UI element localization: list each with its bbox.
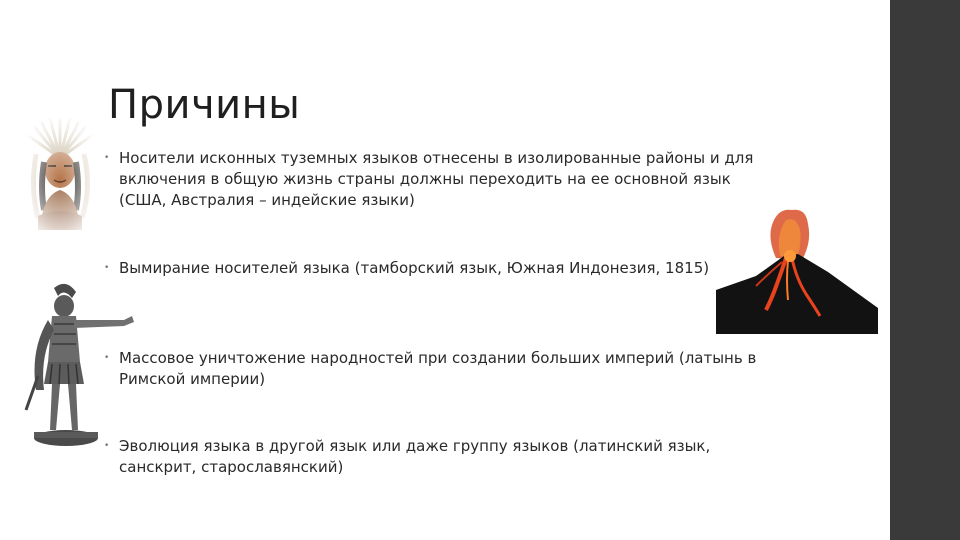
bullet-item (104, 348, 764, 390)
bullet-item (104, 258, 754, 279)
bullet-text: Носители исконных туземных языков отнесены в изолированные районы и для включения в общую жизнь страны должны переходить на ее основной язык (США, Австралия – индейские языки) (119, 149, 754, 209)
bullet-item (104, 148, 764, 211)
bullet-text: Эволюция языка в другой язык или даже группу языков (латинский язык, санскрит, старославянский) (119, 437, 711, 476)
bullet-dot: • (104, 353, 110, 363)
native-chief-image (22, 118, 98, 230)
bullet-text: Вымирание носителей языка (тамборский язык, Южная Индонезия, 1815) (119, 259, 710, 277)
bullet-dot: • (104, 263, 110, 273)
bullet-item (104, 436, 764, 478)
right-sidebar-band (890, 0, 960, 540)
bullet-dot: • (104, 441, 110, 451)
bullet-dot: • (104, 153, 110, 163)
slide-title: Причины (108, 82, 301, 128)
bullet-text: Массовое уничтожение народностей при создании больших империй (латынь в Римской империи) (119, 349, 757, 388)
